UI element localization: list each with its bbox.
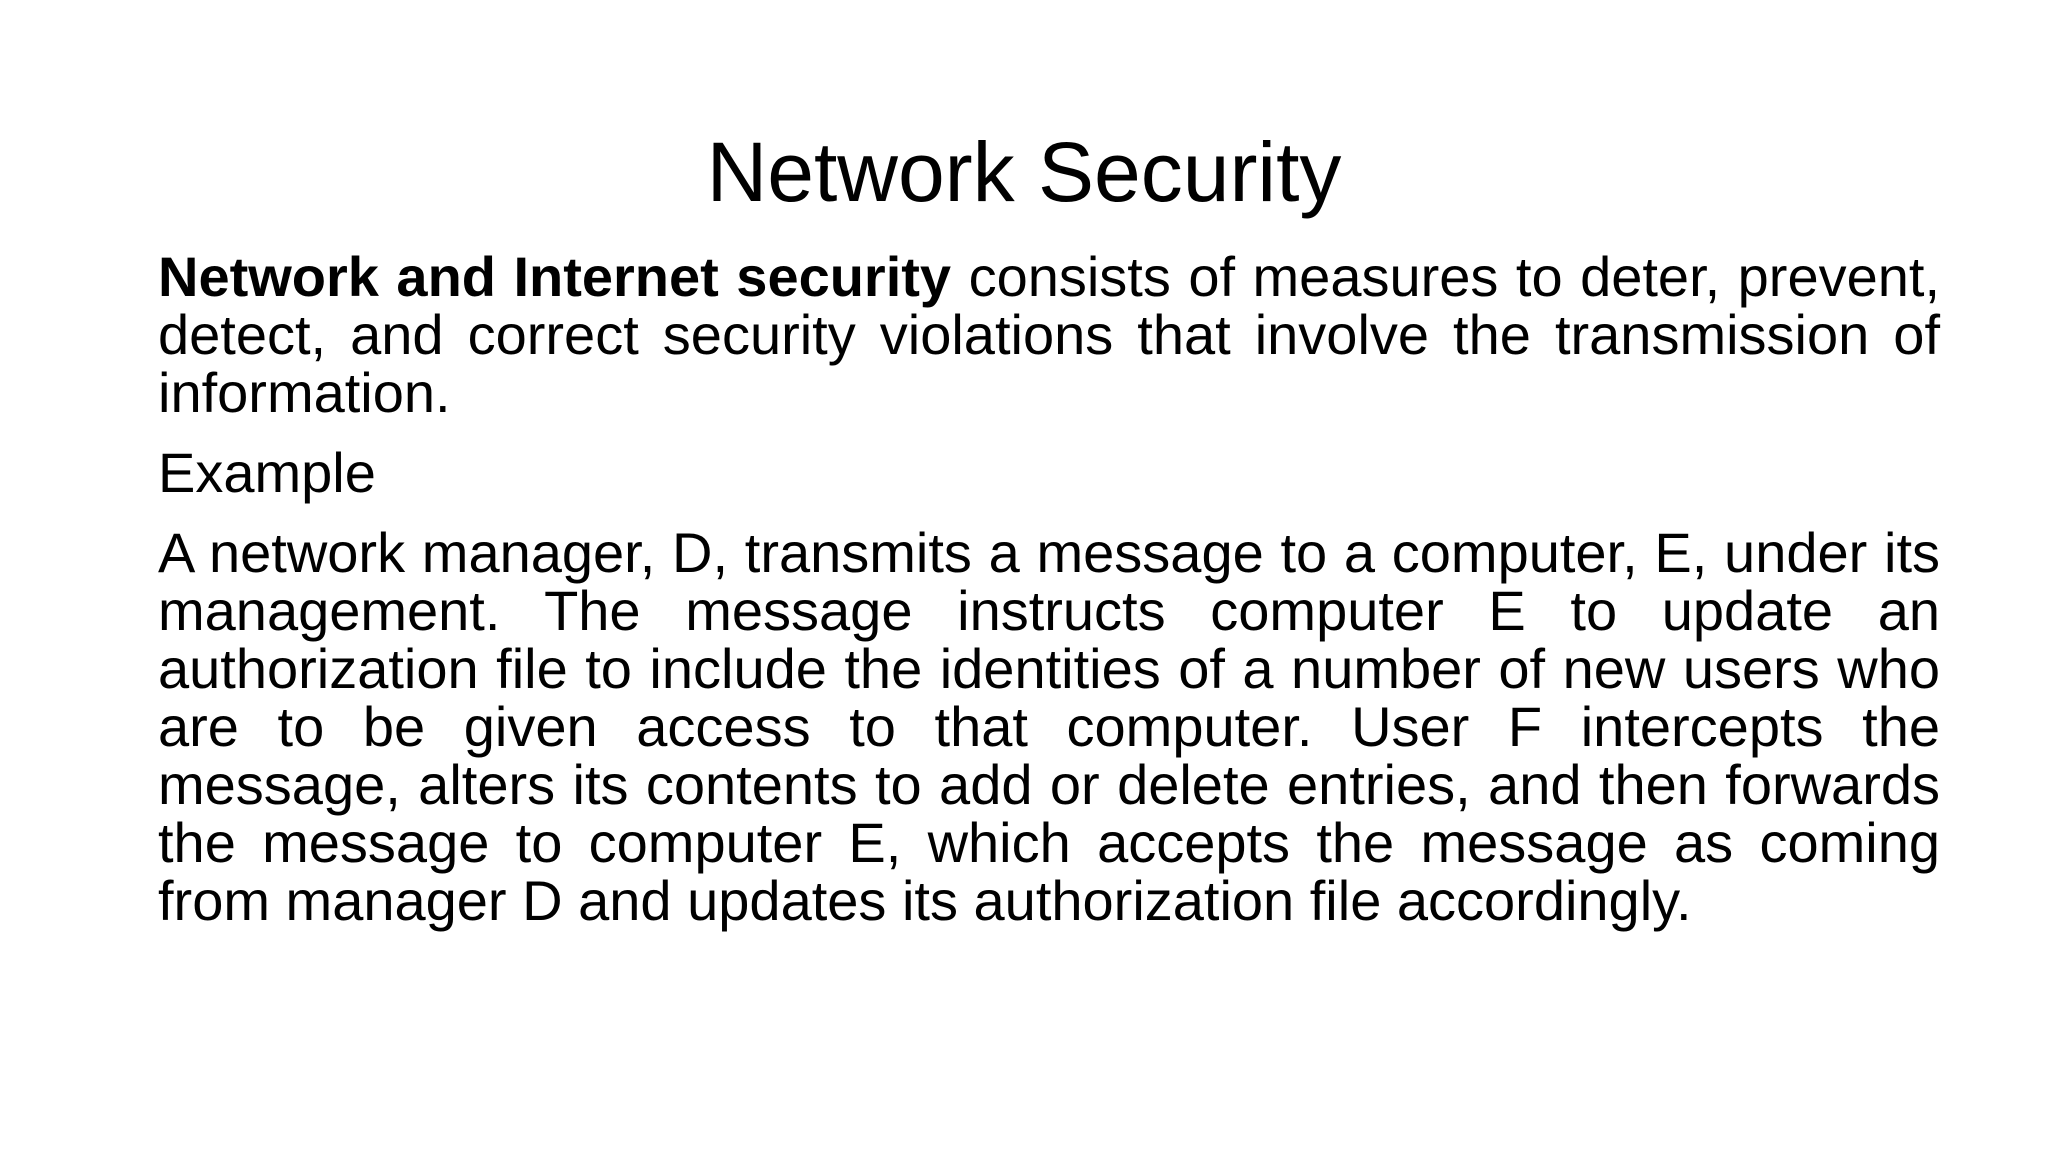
example-paragraph: A network manager, D, transmits a message to a computer, E, under its management. The message instructs computer E to update an authorization file to include the identities of a number of new users who are to be given access to that computer. User F intercepts the message, alters its contents to add or delete entries, and then forwards the message to computer E, which accepts the message as coming from manager D and updates its authorization file accordingly. xyxy=(158,521,1940,932)
definition-term: Network and Internet security xyxy=(158,245,952,308)
example-heading: Example xyxy=(158,441,376,504)
definition-paragraph xyxy=(158,245,1941,424)
slide-title: Network Security xyxy=(706,125,1342,219)
definition-text: consists of measures to deter, prevent, detect, and correct security violations that involve the transmission of information. xyxy=(158,245,1941,424)
slide-body xyxy=(158,245,1941,932)
